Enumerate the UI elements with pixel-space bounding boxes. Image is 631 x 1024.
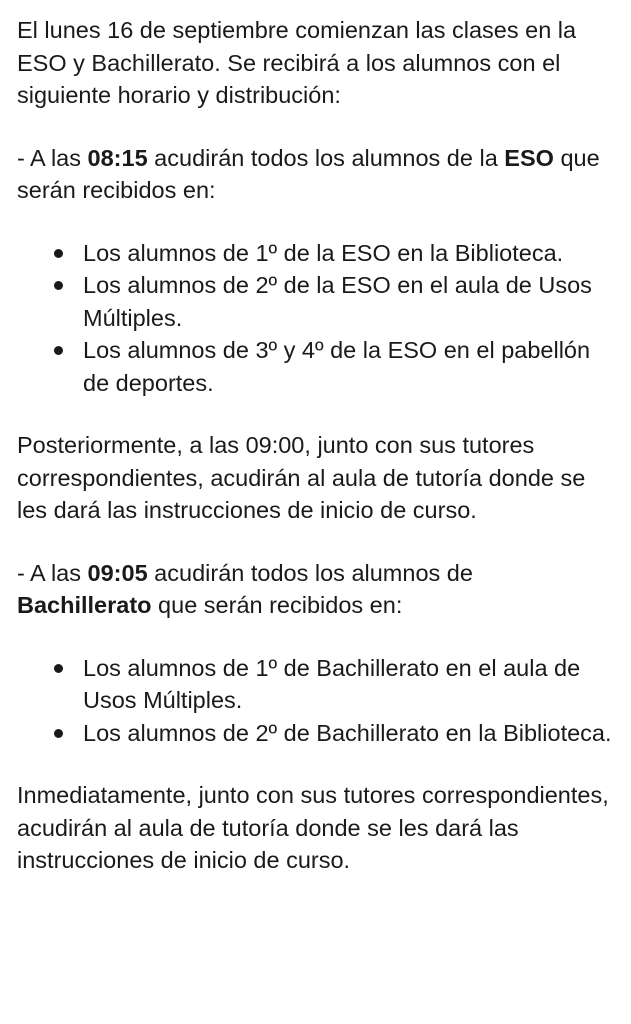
list-item-text: Los alumnos de 1º de Bachillerato en el aula de Usos Múltiples. <box>83 654 581 713</box>
bullet-icon <box>54 664 63 673</box>
eso-list <box>17 237 613 400</box>
eso-group-name: ESO <box>504 144 554 171</box>
list-item-text: Los alumnos de 1º de la ESO en la Biblioteca. <box>83 239 564 266</box>
list-item <box>83 334 613 399</box>
bullet-icon <box>54 346 63 355</box>
list-item-text: Los alumnos de 3º y 4º de la ESO en el pabellón de deportes. <box>83 337 591 396</box>
bachillerato-time: 09:05 <box>87 559 148 586</box>
bachillerato-list <box>17 652 613 750</box>
eso-heading-suffix: que serán recibidos en: <box>17 144 600 203</box>
bachillerato-after-paragraph: Inmediatamente, junto con sus tutores correspondientes, acudirán al aula de tutoría donde se les dará las instrucciones de inicio de curso. <box>17 782 609 873</box>
eso-time: 08:15 <box>87 144 148 171</box>
list-item-text: Los alumnos de 2º de la ESO en el aula de Usos Múltiples. <box>83 272 592 331</box>
eso-after-paragraph: Posteriormente, a las 09:00, junto con sus tutores correspondientes, acudirán al aula de tutoría donde se les dará las instrucciones de inicio de curso. <box>17 432 586 523</box>
bachillerato-heading-prefix: - A las <box>17 559 88 586</box>
list-item <box>83 237 613 270</box>
list-item-text: Los alumnos de 2º de Bachillerato en la Biblioteca. <box>83 719 612 746</box>
eso-heading-prefix: - A las <box>17 144 88 171</box>
bullet-icon <box>54 281 63 290</box>
list-item <box>83 717 613 750</box>
bachillerato-group-name: Bachillerato <box>17 592 152 618</box>
eso-heading <box>17 142 613 207</box>
bachillerato-heading <box>17 557 613 622</box>
bullet-icon <box>54 729 63 738</box>
intro-paragraph: El lunes 16 de septiembre comienzan las clases en la ESO y Bachillerato. Se recibirá a los alumnos con el siguiente horario y distribución: <box>17 17 577 108</box>
bachillerato-heading-middle: acudirán todos los alumnos de <box>147 559 473 586</box>
bullet-icon <box>54 249 63 258</box>
eso-heading-middle: acudirán todos los alumnos de la <box>147 144 505 171</box>
list-item <box>83 652 613 717</box>
list-item <box>83 269 613 334</box>
bachillerato-heading-suffix: que serán recibidos en: <box>151 592 403 618</box>
